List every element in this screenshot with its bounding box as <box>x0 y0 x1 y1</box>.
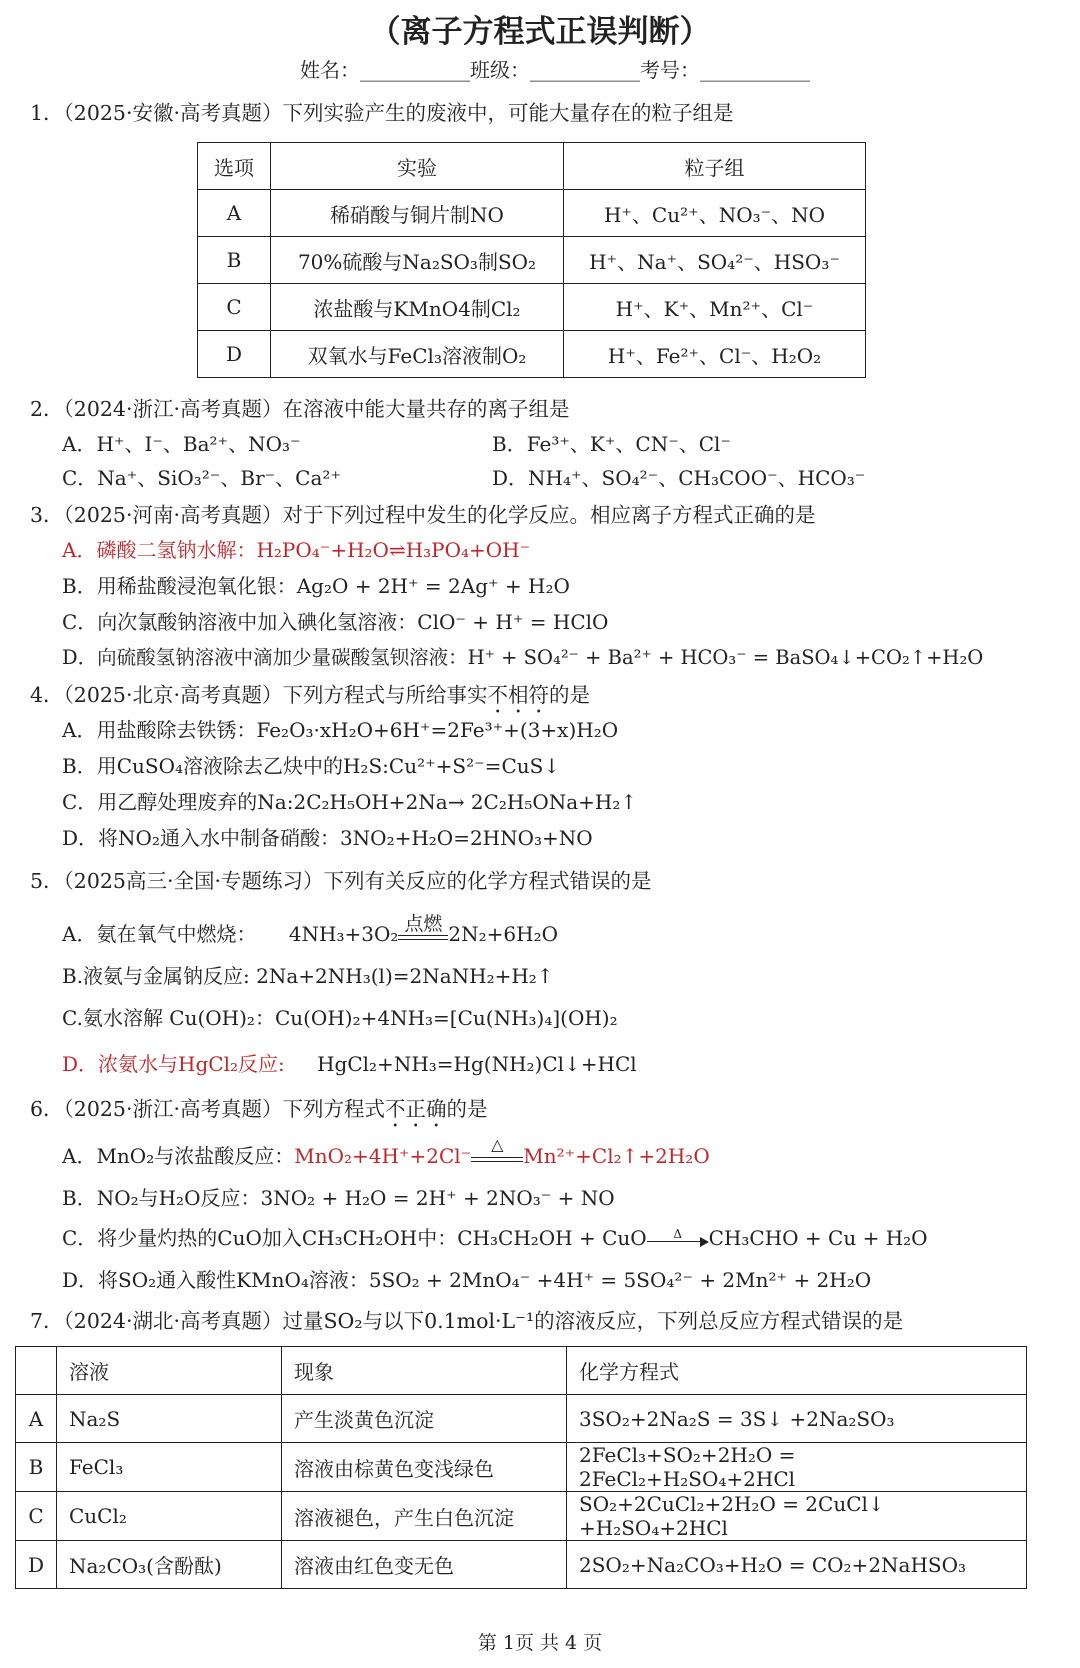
table-cell: Na₂S <box>57 1395 282 1443</box>
question-6-option-b: B．NO₂与H₂O反应：3NO₂ + H₂O = 2H⁺ + 2NO₃⁻ + NO <box>62 1186 615 1210</box>
table-cell: H⁺、Na⁺、SO₄²⁻、HSO₃⁻ <box>564 237 866 284</box>
table-cell: FeCl₃ <box>57 1443 282 1492</box>
equals-sign-icon <box>471 1157 523 1162</box>
reaction-condition: △ <box>491 1135 504 1154</box>
table-row <box>16 1492 1027 1541</box>
question-5-option-c: C.氨水溶解 Cu(OH)₂：Cu(OH)₂+4NH₃=[Cu(NH₃)₄](OH)₂ <box>62 1006 618 1030</box>
table-header-cell: 溶液 <box>57 1347 282 1395</box>
table-cell: 3SO₂+2Na₂S = 3S↓ +2Na₂SO₃ <box>567 1395 1027 1443</box>
equation: HgCl₂+NH₃=Hg(NH₂)Cl↓+HCl <box>317 1052 637 1076</box>
question-3-stem: 3．（2025·河南·高考真题）对于下列过程中发生的化学反应。相应离子方程式正确的是 <box>30 503 816 527</box>
question-3-option-d: D．向硫酸氢钠溶液中滴加少量碳酸氢钡溶液：H⁺ + SO₄²⁻ + Ba²⁺ + HCO₃⁻ = BaSO₄↓+CO₂↑+H₂O <box>62 646 984 669</box>
table-cell: A <box>198 190 271 237</box>
arrow-right-icon <box>700 1237 709 1247</box>
question-7-stem: 7．（2024·湖北·高考真题）过量SO₂与以下0.1mol·L⁻¹的溶液反应，下列总反应方程式错误的是 <box>30 1309 904 1333</box>
reaction-condition: Δ <box>673 1226 682 1241</box>
question-6-stem-pre: 6．（2025·浙江·高考真题）下列方程式 <box>30 1097 385 1121</box>
table-cell: 2SO₂+Na₂CO₃+H₂O = CO₂+2NaHSO₃ <box>567 1541 1027 1589</box>
table-cell: H⁺、Fe²⁺、Cl⁻、H₂O₂ <box>564 331 866 378</box>
table-cell: CuCl₂ <box>57 1492 282 1541</box>
question-4-option-c: C．用乙醇处理废弃的Na:2C₂H₅OH+2Na→ 2C₂H₅ONa+H₂↑ <box>62 790 638 814</box>
reaction-condition-arrow <box>647 1226 709 1252</box>
question-6-option-a <box>62 1135 710 1169</box>
question-5-option-a <box>62 913 558 947</box>
page-footer: 第 1页 共 4 页 <box>477 1632 603 1654</box>
equation-right: CH₃CHO + Cu + H₂O <box>708 1226 928 1250</box>
question-5-option-d <box>62 1048 637 1077</box>
equation-left: 4NH₃+3O₂ <box>288 922 399 946</box>
option-label: A．MnO₂与浓盐酸反应： <box>62 1144 295 1168</box>
table-cell: 溶液由棕黄色变浅绿色 <box>282 1443 567 1492</box>
option-label: A．氨在氧气中燃烧： <box>62 922 257 946</box>
table-row <box>16 1541 1027 1589</box>
question-4-stem <box>30 678 590 718</box>
question-6-stem <box>30 1092 488 1132</box>
table-cell: D <box>16 1541 57 1589</box>
question-4-option-a: A．用盐酸除去铁锈：Fe₂O₃·xH₂O+6H⁺=2Fe³⁺+(3+x)H₂O <box>62 718 619 742</box>
table-cell: C <box>198 284 271 331</box>
question-3-option-a: A．磷酸二氢钠水解：H₂PO₄⁻+H₂O⇌H₃PO₄+OH⁻ <box>62 538 531 562</box>
question-1-table <box>197 142 866 378</box>
equation-left: MnO₂+4H⁺+2Cl⁻ <box>294 1144 472 1168</box>
option-label: D．浓氨水与HgCl₂反应: <box>62 1052 285 1076</box>
page-title: （离子方程式正误判断） <box>369 14 711 50</box>
question-2-stem: 2．（2024·浙江·高考真题）在溶液中能大量共存的离子组是 <box>30 397 570 421</box>
table-cell: Na₂CO₃(含酚酞) <box>57 1541 282 1589</box>
table-header-row <box>198 143 866 190</box>
reaction-condition: 点燃 <box>404 913 443 935</box>
table-row <box>198 331 866 378</box>
question-6-option-c <box>62 1222 928 1251</box>
table-row <box>198 237 866 284</box>
table-header-cell <box>16 1347 57 1395</box>
equation-right: Mn²⁺+Cl₂↑+2H₂O <box>523 1144 710 1168</box>
question-4-option-d: D．将NO₂通入水中制备硝酸：3NO₂+H₂O=2HNO₃+NO <box>62 826 593 850</box>
question-2-option-b: B．Fe³⁺、K⁺、CN⁻、Cl⁻ <box>492 432 732 456</box>
table-cell: 浓盐酸与KMnO4制Cl₂ <box>271 284 564 331</box>
table-cell: 溶液褪色，产生白色沉淀 <box>282 1492 567 1541</box>
table-cell: B <box>198 237 271 284</box>
table-cell: 双氧水与FeCl₃溶液制O₂ <box>271 331 564 378</box>
table-cell: 溶液由红色变无色 <box>282 1541 567 1589</box>
question-4-option-b: B．用CuSO₄溶液除去乙炔中的H₂S:Cu²⁺+S²⁻=CuS↓ <box>62 754 561 778</box>
question-7-table <box>15 1346 1027 1589</box>
question-6-option-d: D．将SO₂通入酸性KMnO₄溶液：5SO₂ + 2MnO₄⁻ +4H⁺ = 5SO₄²⁻ + 2Mn²⁺ + 2H₂O <box>62 1268 872 1292</box>
question-3-option-b: B．用稀盐酸浸泡氧化银：Ag₂O + 2H⁺ = 2Ag⁺ + H₂O <box>62 574 570 598</box>
table-cell: 2FeCl₃+SO₂+2H₂O = 2FeCl₂+H₂SO₄+2HCl <box>567 1443 1027 1492</box>
table-row <box>198 284 866 331</box>
table-row <box>16 1443 1027 1492</box>
table-header-cell: 现象 <box>282 1347 567 1395</box>
equation-right: 2N₂+6H₂O <box>448 922 558 946</box>
reaction-condition-arrow <box>398 913 448 947</box>
question-6-stem-emphasis: 不正确 <box>385 1097 447 1121</box>
reaction-condition-arrow <box>471 1135 523 1169</box>
table-cell: 70%硫酸与Na₂SO₃制SO₂ <box>271 237 564 284</box>
equation-left: CH₃CH₂OH + CuO <box>457 1226 647 1250</box>
table-header-cell: 化学方程式 <box>567 1347 1027 1395</box>
table-row <box>16 1395 1027 1443</box>
table-header-cell: 实验 <box>271 143 564 190</box>
table-row <box>198 190 866 237</box>
table-cell: B <box>16 1443 57 1492</box>
option-label: C．将少量灼热的CuO加入CH₃CH₂OH中： <box>62 1226 458 1250</box>
table-cell: 产生淡黄色沉淀 <box>282 1395 567 1443</box>
table-header-cell: 粒子组 <box>564 143 866 190</box>
table-header-row <box>16 1347 1027 1395</box>
table-cell: H⁺、K⁺、Mn²⁺、Cl⁻ <box>564 284 866 331</box>
table-cell: D <box>198 331 271 378</box>
question-3-option-c: C．向次氯酸钠溶液中加入碘化氢溶液：ClO⁻ + H⁺ = HClO <box>62 610 609 634</box>
table-cell: 稀硝酸与铜片制NO <box>271 190 564 237</box>
question-4-stem-post: 的是 <box>549 683 590 707</box>
arrow-line <box>647 1241 703 1243</box>
question-6-stem-post: 的是 <box>446 1097 488 1121</box>
question-4-stem-pre: 4．（2025·北京·高考真题）下列方程式与所给事实 <box>30 683 488 707</box>
question-1-stem: 1．（2025·安徽·高考真题）下列实验产生的废液中，可能大量存在的粒子组是 <box>30 101 734 125</box>
question-2-option-a: A．H⁺、I⁻、Ba²⁺、NO₃⁻ <box>62 432 301 456</box>
question-4-stem-emphasis: 不相符 <box>487 683 549 707</box>
student-info-line: 姓名：___________班级：___________考号：___________ <box>300 58 810 82</box>
question-5-option-b: B.液氨与金属钠反应: 2Na+2NH₃(l)=2NaNH₂+H₂↑ <box>62 964 554 988</box>
question-5-stem: 5．（2025高三·全国·专题练习）下列有关反应的化学方程式错误的是 <box>30 869 652 893</box>
table-cell: C <box>16 1492 57 1541</box>
question-2-option-d: D．NH₄⁺、SO₄²⁻、CH₃COO⁻、HCO₃⁻ <box>492 466 866 490</box>
question-2-option-c: C．Na⁺、SiO₃²⁻、Br⁻、Ca²⁺ <box>62 466 341 490</box>
table-header-cell: 选项 <box>198 143 271 190</box>
table-cell: SO₂+2CuCl₂+2H₂O = 2CuCl↓ +H₂SO₄+2HCl <box>567 1492 1027 1541</box>
table-cell: H⁺、Cu²⁺、NO₃⁻、NO <box>564 190 866 237</box>
table-cell: A <box>16 1395 57 1443</box>
